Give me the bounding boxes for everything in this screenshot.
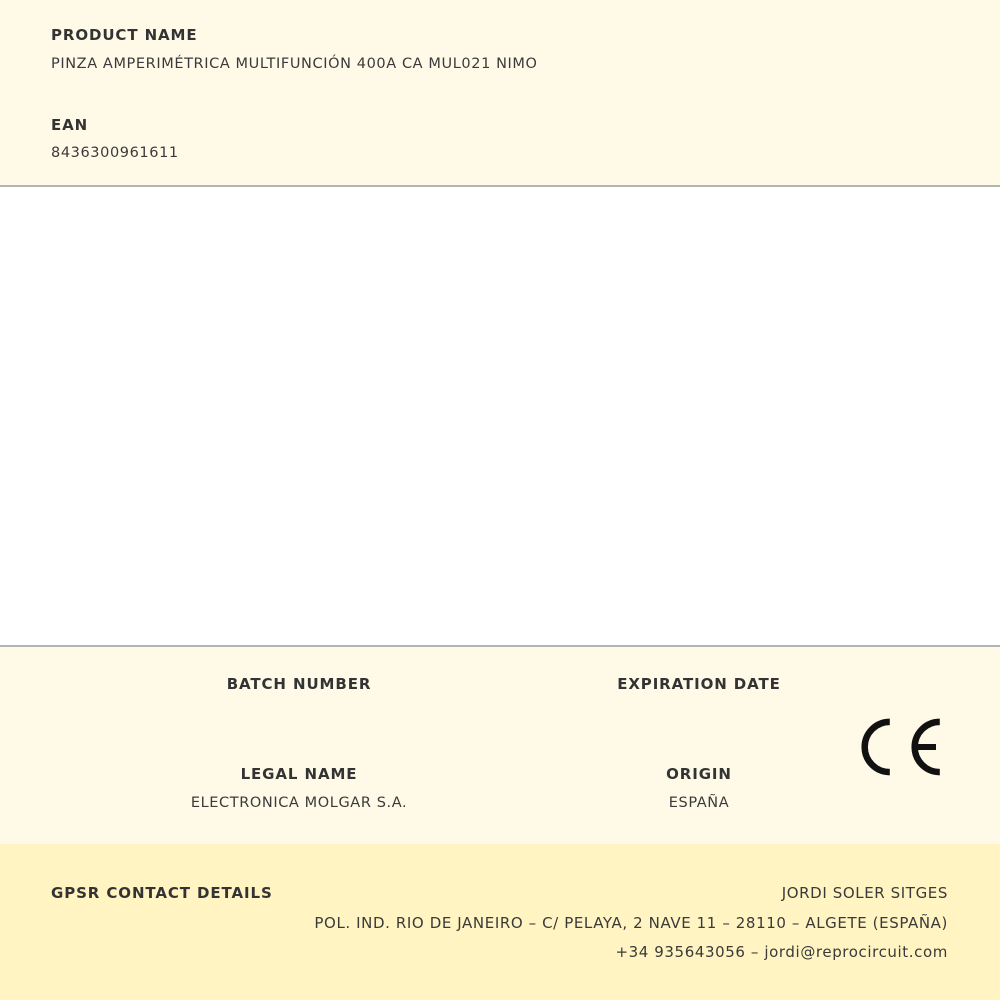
contact-address: POL. IND. RIO DE JANEIRO – C/ PELAYA, 2 NAVE 11 – 28110 – ALGETE (ESPAÑA) bbox=[314, 914, 948, 932]
contact-phone-email: +34 935643056 – jordi@reprocircuit.com bbox=[615, 942, 948, 961]
gpsr-contact-section bbox=[0, 844, 1000, 1000]
legal-name-value: ELECTRONICA MOLGAR S.A. bbox=[190, 795, 408, 811]
product-section bbox=[0, 0, 1000, 187]
batch-number-label: BATCH NUMBER bbox=[226, 675, 372, 693]
contact-name: JORDI SOLER SITGES bbox=[781, 884, 948, 902]
origin-value: ESPAÑA bbox=[668, 795, 730, 811]
info-section bbox=[0, 645, 1000, 846]
ean-label: EAN bbox=[51, 116, 89, 134]
origin-cell bbox=[499, 765, 899, 811]
gpsr-contact-label: GPSR CONTACT DETAILS bbox=[51, 884, 273, 902]
product-name-value: PINZA AMPERIMÉTRICA MULTIFUNCIÓN 400A CA MUL021 NIMO bbox=[51, 56, 538, 72]
expiration-date-cell bbox=[499, 675, 899, 705]
contact-details bbox=[314, 884, 948, 966]
product-name-label: PRODUCT NAME bbox=[51, 26, 198, 44]
legal-name-label: LEGAL NAME bbox=[240, 765, 358, 783]
ean-value: 8436300961611 bbox=[51, 145, 179, 161]
batch-number-cell bbox=[99, 675, 499, 705]
legal-name-cell bbox=[99, 765, 499, 811]
expiration-date-label: EXPIRATION DATE bbox=[617, 675, 781, 693]
blank-area bbox=[0, 187, 1000, 645]
origin-label: ORIGIN bbox=[666, 765, 732, 783]
ce-mark-icon bbox=[858, 717, 942, 777]
